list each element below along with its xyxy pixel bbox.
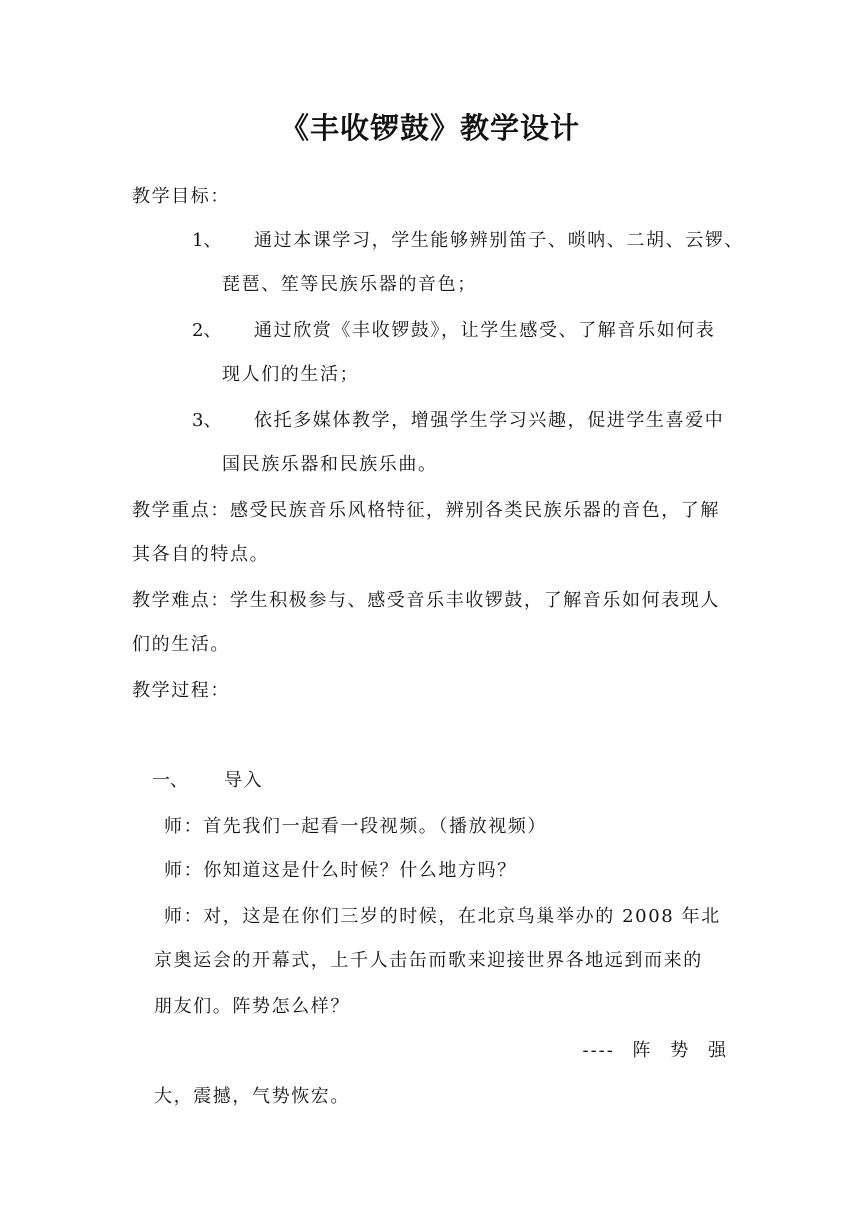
dialogue-line-3a: 师：对，这是在你们三岁的时候，在北京鸟巢举办的 2008 年北 <box>164 906 721 927</box>
objectives-heading: 教学目标： <box>132 186 230 207</box>
answer-line-2: 大，震撼，气势恢宏。 <box>154 1086 350 1107</box>
key-points-line2: 其各自的特点。 <box>132 544 270 565</box>
dialogue-line-2: 师：你知道这是什么时候？什么地方吗？ <box>164 860 517 881</box>
objective-2-line1: 通过欣赏《丰收锣鼓》，让学生感受、了解音乐如何表 <box>254 320 716 341</box>
dialogue-line-3c: 朋友们。阵势怎么样？ <box>154 996 350 1017</box>
difficulties-line1: 教学难点：学生积极参与、感受音乐丰收锣鼓，了解音乐如何表现人 <box>132 590 720 611</box>
objective-3-line1: 依托多媒体教学，增强学生学习兴趣，促进学生喜爱中 <box>254 410 725 431</box>
objective-2-line2: 现人们的生活； <box>222 364 360 385</box>
key-points-line1: 教学重点：感受民族音乐风格特征，辨别各类民族乐器的音色，了解 <box>132 500 720 521</box>
objective-3-number: 3、 <box>192 410 222 431</box>
answer-line-1: ---- 阵 势 强 <box>582 1040 728 1061</box>
objective-1-number: 1、 <box>192 230 222 251</box>
document-title: 《丰收锣鼓》教学设计 <box>279 111 580 145</box>
objective-1-line1: 通过本课学习，学生能够辨别笛子、唢呐、二胡、云锣、 <box>254 230 744 251</box>
difficulties-line2: 们的生活。 <box>132 634 230 655</box>
objective-2-number: 2、 <box>192 320 222 341</box>
process-heading: 教学过程： <box>132 680 230 701</box>
section-1-title: 导入 <box>224 770 264 791</box>
dialogue-line-1: 师：首先我们一起看一段视频。（播放视频） <box>164 816 547 837</box>
objective-1-line2: 琵琶、笙等民族乐器的音色； <box>222 274 477 295</box>
objective-3-line2: 国民族乐器和民族乐曲。 <box>222 454 438 475</box>
section-1-number: 一、 <box>152 770 188 791</box>
dialogue-line-3b: 京奥运会的开幕式，上千人击缶而歌来迎接世界各地远到而来的 <box>154 950 703 971</box>
